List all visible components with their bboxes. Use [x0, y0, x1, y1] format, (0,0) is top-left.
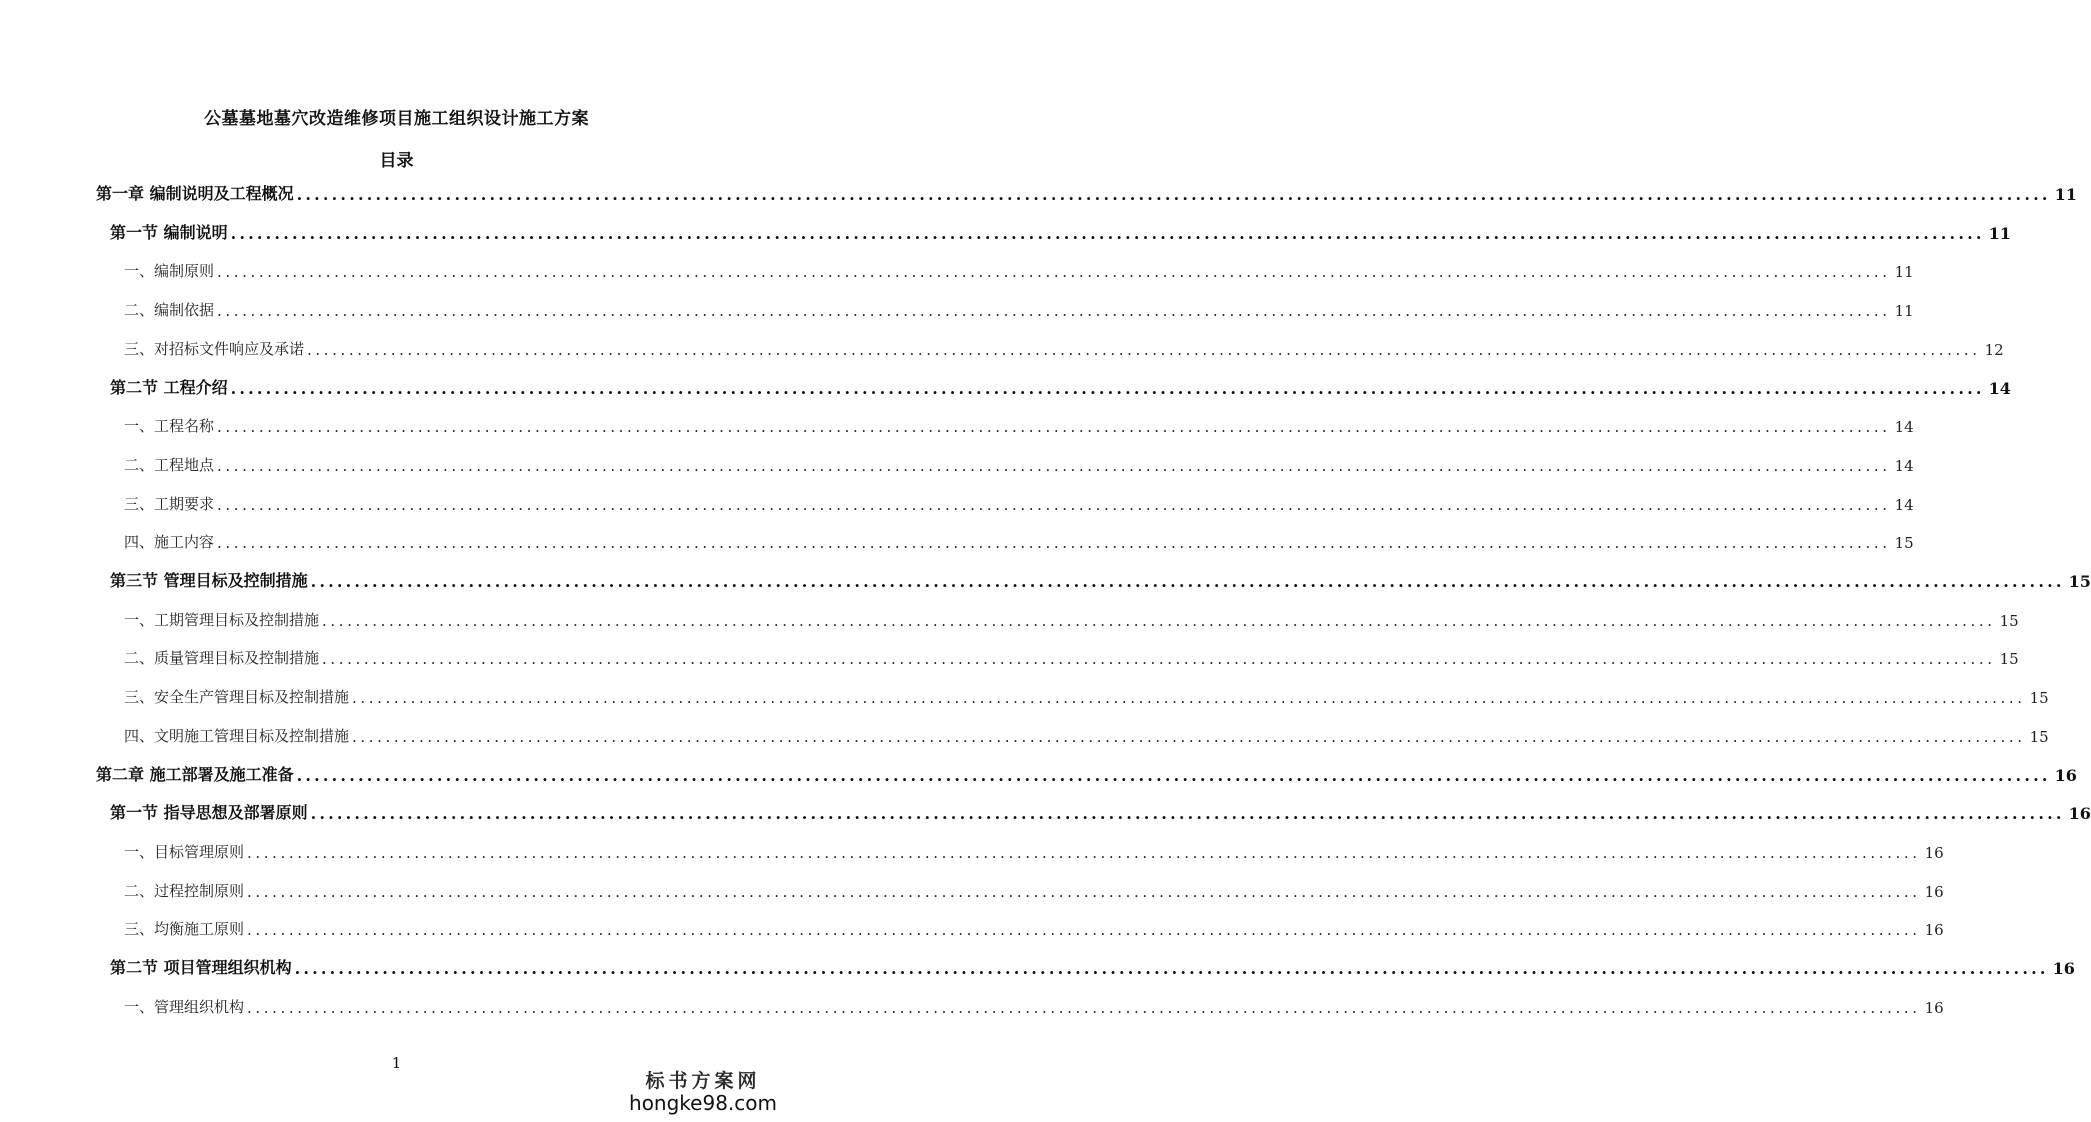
toc-entry[interactable]	[124, 683, 2049, 708]
toc-entry-page: 11	[1988, 223, 2011, 243]
toc-entry[interactable]	[124, 257, 1914, 282]
toc-entry-page: 16	[1924, 921, 1944, 940]
toc-entry-page: 16	[1924, 882, 1944, 901]
toc-leader-dots: ........................................................................................................................................................................................................	[310, 804, 2065, 824]
toc-entry[interactable]	[110, 567, 2091, 591]
toc-entry-title: 一、工程名称	[124, 417, 215, 436]
toc-entry[interactable]	[124, 915, 1944, 940]
toc-entry-page: 15	[2068, 572, 2091, 591]
toc-entry[interactable]	[124, 528, 1914, 553]
toc-entry-title: 二、编制依据	[124, 301, 215, 320]
toc-entry[interactable]	[124, 838, 1944, 862]
toc-entry-page: 14	[1988, 378, 2011, 398]
toc-entry-title: 四、文明施工管理目标及控制措施	[124, 726, 350, 745]
toc-entry-page: 14	[1894, 418, 1914, 437]
toc-entry-page: 11	[1894, 302, 1914, 321]
watermark-logo	[629, 1066, 777, 1115]
toc-entry[interactable]	[124, 993, 1944, 1017]
toc-leader-dots: ........................................................................................................................................................................................................	[310, 572, 2065, 591]
toc-entry-title: 三、对招标文件响应及承诺	[124, 339, 305, 358]
toc-entry-title: 三、工期要求	[124, 494, 215, 513]
toc-entry-title: 第一章 编制说明及工程概况	[96, 184, 294, 203]
toc-entry[interactable]	[124, 644, 2019, 669]
toc-leader-dots: ........................................................................................................................................................................................................	[296, 185, 2051, 204]
toc-entry-title: 第二章 施工部署及施工准备	[96, 764, 294, 784]
toc-entry-page: 16	[1924, 998, 1944, 1017]
toc-entry-title: 第二节 项目管理组织机构	[110, 958, 292, 977]
toc-entry-page: 15	[1999, 650, 2019, 669]
toc-entry-page: 15	[2029, 727, 2049, 746]
toc-leader-dots: ........................................................................................................................................................................................................	[247, 882, 1921, 901]
toc-entry[interactable]	[124, 296, 1914, 321]
toc-leader-dots: ........................................................................................................................................................................................................	[307, 340, 1981, 359]
toc-entry-title: 一、编制原则	[124, 262, 215, 281]
toc-leader-dots: ........................................................................................................................................................................................................	[217, 495, 1891, 514]
toc-leader-dots: ........................................................................................................................................................................................................	[217, 263, 1891, 282]
toc-entry-title: 第一节 编制说明	[110, 222, 228, 242]
toc-entry-page: 12	[1984, 340, 2004, 359]
toc-leader-dots: ........................................................................................................................................................................................................	[352, 727, 2026, 746]
toc-entry-title: 第三节 管理目标及控制措施	[110, 571, 308, 590]
toc-entry[interactable]	[96, 180, 2077, 204]
toc-leader-dots: ........................................................................................................................................................................................................	[230, 223, 1985, 243]
toc-entry[interactable]	[124, 877, 1944, 901]
toc-entry[interactable]	[110, 954, 2075, 978]
toc-entry-title: 第二节 工程介绍	[110, 377, 228, 397]
toc-entry[interactable]	[124, 335, 2004, 359]
toc-leader-dots: ........................................................................................................................................................................................................	[247, 843, 1921, 862]
toc-entry-page: 14	[1894, 495, 1914, 514]
toc-leader-dots: ........................................................................................................................................................................................................	[352, 689, 2026, 708]
toc-entry[interactable]	[124, 412, 1914, 437]
toc-leader-dots: ........................................................................................................................................................................................................	[217, 418, 1891, 437]
toc-heading: 目录	[379, 151, 414, 171]
toc-entry[interactable]	[110, 799, 2091, 824]
toc-entry[interactable]	[124, 606, 2019, 630]
toc-leader-dots: ........................................................................................................................................................................................................	[217, 534, 1891, 553]
toc-leader-dots: ........................................................................................................................................................................................................	[322, 611, 1996, 630]
toc-entry-title: 二、质量管理目标及控制措施	[124, 649, 320, 668]
toc-leader-dots: ........................................................................................................................................................................................................	[294, 959, 2049, 978]
toc-entry-page: 14	[1894, 456, 1914, 475]
toc-entry-title: 三、安全生产管理目标及控制措施	[124, 688, 350, 707]
toc-entry-page: 15	[2029, 689, 2049, 708]
toc-leader-dots: ........................................................................................................................................................................................................	[230, 378, 1985, 398]
toc-entry[interactable]	[110, 219, 2011, 243]
toc-entry-page: 16	[2054, 765, 2077, 785]
watermark-cn: 标书方案网	[645, 1070, 761, 1092]
toc-entry-page: 15	[1999, 611, 2019, 630]
toc-entry-page: 11	[1894, 263, 1914, 282]
toc-entry-title: 二、过程控制原则	[124, 881, 245, 900]
toc-entry[interactable]	[96, 761, 2077, 785]
toc-entry[interactable]	[124, 722, 2049, 746]
toc-leader-dots: ........................................................................................................................................................................................................	[296, 765, 2051, 785]
watermark-en: hongke98.com	[629, 1091, 777, 1115]
document-title: 公墓墓地墓穴改造维修项目施工组织设计施工方案	[204, 109, 589, 129]
toc-leader-dots: ........................................................................................................................................................................................................	[247, 921, 1921, 940]
toc-entry[interactable]	[124, 451, 1914, 475]
page-number: 1	[391, 1054, 402, 1072]
toc-leader-dots: ........................................................................................................................................................................................................	[322, 650, 1996, 669]
toc-entry-title: 三、均衡施工原则	[124, 920, 245, 939]
toc-entry-page: 16	[1924, 843, 1944, 862]
toc-leader-dots: ........................................................................................................................................................................................................	[247, 998, 1921, 1017]
toc-entry-page: 11	[2054, 185, 2077, 204]
toc-entry-page: 16	[2052, 959, 2075, 978]
toc-entry-page: 15	[1894, 534, 1914, 553]
toc-entry-title: 第一节 指导思想及部署原则	[110, 803, 308, 823]
toc-leader-dots: ........................................................................................................................................................................................................	[217, 456, 1891, 475]
toc-entry[interactable]	[124, 490, 1914, 514]
toc-entry-title: 一、工期管理目标及控制措施	[124, 610, 320, 629]
toc-entry-title: 一、管理组织机构	[124, 997, 245, 1016]
toc-entry-title: 一、目标管理原则	[124, 842, 245, 861]
toc-entry-title: 二、工程地点	[124, 455, 215, 474]
toc-entry-page: 16	[2068, 804, 2091, 824]
toc-leader-dots: ........................................................................................................................................................................................................	[217, 302, 1891, 321]
toc-entry-title: 四、施工内容	[124, 533, 215, 552]
toc-entry[interactable]	[110, 374, 2011, 398]
